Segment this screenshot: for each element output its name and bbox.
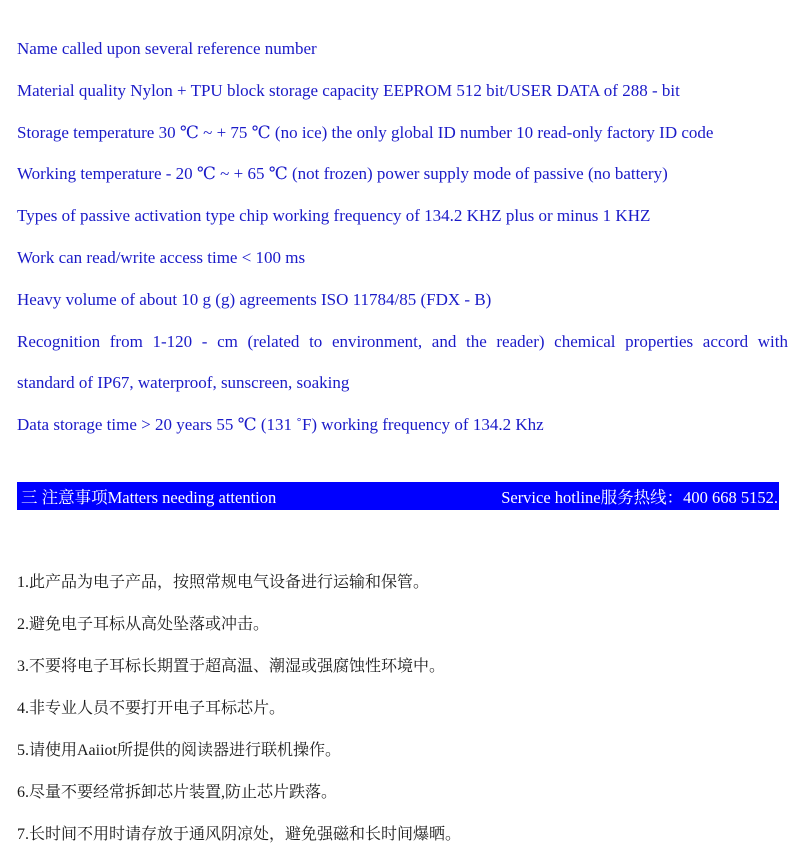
- note-item: 4.非专业人员不要打开电子耳标芯片。: [17, 700, 286, 717]
- spec-access-time: Work can read/write access time < 100 ms: [17, 247, 306, 267]
- section-title: 三 注意事项Matters needing attention: [21, 488, 277, 507]
- spec-ip67-standard: standard of IP67, waterproof, sunscreen, soaking: [17, 373, 350, 393]
- spec-working-temperature: Working temperature - 20 ℃ ~ + 65 ℃ (not frozen) power supply mode of passive (no battery): [17, 164, 668, 184]
- section-header-bar: [17, 482, 779, 510]
- spec-data-storage-time: Data storage time > 20 years 55 ℃ (131 ˚F) working frequency of 134.2 Khz: [17, 415, 544, 435]
- spec-chip-frequency: Types of passive activation type chip working frequency of 134.2 KHZ plus or minus 1 KHZ: [17, 206, 651, 226]
- spec-storage-temperature: Storage temperature 30 ℃ ~ + 75 ℃ (no ice) the only global ID number 10 read-only factory ID code: [17, 122, 714, 142]
- note-item: 6.尽量不要经常拆卸芯片装置,防止芯片跌落。: [17, 784, 338, 801]
- specification-list: [17, 28, 788, 446]
- note-item: 3.不要将电子耳标长期置于超高温、潮湿或强腐蚀性环境中。: [17, 658, 446, 675]
- note-item: 1.此产品为电子产品，按照常规电气设备进行运输和保管。: [17, 574, 430, 591]
- spec-material-storage: Material quality Nylon + TPU block storage capacity EEPROM 512 bit/USER DATA of 288 - bit: [17, 80, 680, 100]
- spec-weight-standard: Heavy volume of about 10 g (g) agreements ISO 11784/85 (FDX - B): [17, 289, 492, 309]
- note-item: 5.请使用Aaiiot所提供的阅读器进行联机操作。: [17, 742, 341, 759]
- spec-reference-number: Name called upon several reference number: [17, 39, 317, 58]
- note-item: 7.长时间不用时请存放于通风阴凉处，避免强磁和长时间爆晒。: [17, 826, 462, 843]
- spec-recognition-range: Recognition from 1-120 - cm (related to environment, and the reader) chemical properties accord with: [17, 331, 788, 351]
- note-item: 2.避免电子耳标从高处坠落或冲击。: [17, 616, 270, 633]
- service-hotline: Service hotline服务热线：400 668 5152.: [501, 488, 778, 507]
- attention-notes-list: [17, 562, 461, 856]
